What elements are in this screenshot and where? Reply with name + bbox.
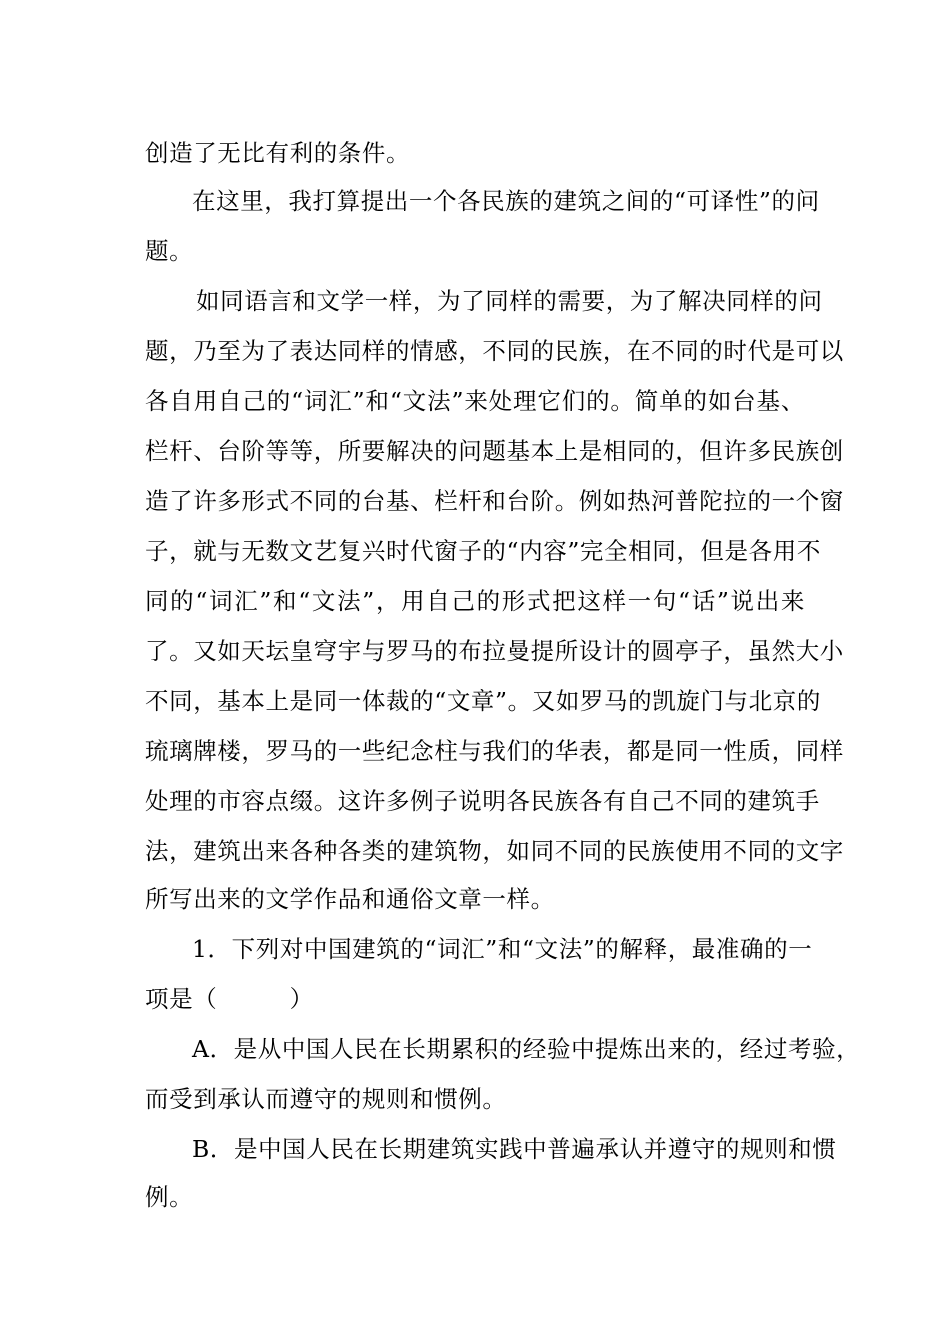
paragraph-line: 如同语言和文学一样，为了同样的需要，为了解决同样的问 (196, 287, 823, 315)
text-line: 子，就与无数文艺复兴时代窗子的“内容”完全相同，但是各用不 (145, 537, 821, 565)
text-line: 同的“词汇”和“文法”，用自己的形式把这样一句“话”说出来 (145, 587, 805, 615)
question-stem-line: 项是（ ） (145, 985, 314, 1013)
question-stem-line: 1．下列对中国建筑的“词汇”和“文法”的解释，最准确的一 (192, 935, 813, 963)
text-line: 各自用自己的“词汇”和“文法”来处理它们的。简单的如台基、 (145, 387, 805, 415)
option-a-line: 而受到承认而遵守的规则和惯例。 (145, 1085, 507, 1113)
text-line: 题，乃至为了表达同样的情感，不同的民族，在不同的时代是可以 (145, 337, 844, 365)
text-line: 了。又如天坛皇穹宇与罗马的布拉曼提所设计的圆亭子，虽然大小 (145, 637, 844, 665)
option-b-line: 例。 (145, 1183, 194, 1211)
option-b-line: B．是中国人民在长期建筑实践中普遍承认并遵守的规则和惯 (192, 1135, 837, 1163)
paragraph-line: 在这里，我打算提出一个各民族的建筑之间的“可译性”的问 (192, 187, 820, 215)
text-line: 栏杆、台阶等等，所要解决的问题基本上是相同的，但许多民族创 (145, 437, 844, 465)
text-line: 不同，基本上是同一体裁的“文章”。又如罗马的凯旋门与北京的 (145, 687, 821, 715)
text-line: 处理的市容点缀。这许多例子说明各民族各有自己不同的建筑手 (145, 787, 820, 815)
option-a-line: A．是从中国人民在长期累积的经验中提炼出来的，经过考验， (192, 1035, 861, 1063)
text-line: 所写出来的文学作品和通俗文章一样。 (145, 885, 555, 913)
text-line: 琉璃牌楼，罗马的一些纪念柱与我们的华表，都是同一性质，同样 (145, 737, 844, 765)
text-line: 法，建筑出来各种各类的建筑物，如同不同的民族使用不同的文字 (145, 837, 844, 865)
text-line: 创造了无比有利的条件。 (145, 139, 411, 167)
text-line: 题。 (145, 237, 194, 265)
text-line: 造了许多形式不同的台基、栏杆和台阶。例如热河普陀拉的一个窗 (145, 487, 844, 515)
